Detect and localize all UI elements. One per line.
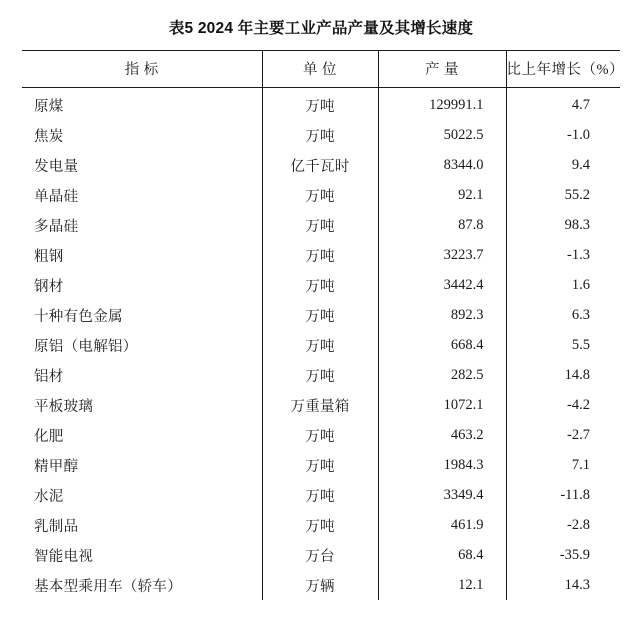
- cell-output: 92.1: [378, 180, 506, 210]
- cell-growth: -11.8: [506, 480, 620, 510]
- table-row: [22, 88, 620, 121]
- cell-unit: 万吨: [262, 420, 378, 450]
- cell-output: 1072.1: [378, 390, 506, 420]
- cell-unit: 万吨: [262, 360, 378, 390]
- cell-output: 463.2: [378, 420, 506, 450]
- cell-indicator: 发电量: [34, 158, 79, 175]
- cell-indicator: 平板玻璃: [34, 398, 94, 415]
- cell-unit: 亿千瓦时: [262, 150, 378, 180]
- table-row: [22, 180, 620, 210]
- cell-output: 8344.0: [378, 150, 506, 180]
- table-header-row: [22, 51, 620, 88]
- cell-indicator: 粗钢: [34, 248, 64, 265]
- cell-unit: 万吨: [262, 240, 378, 270]
- cell-growth: 4.7: [506, 88, 620, 121]
- cell-growth: -2.8: [506, 510, 620, 540]
- cell-unit: 万台: [262, 540, 378, 570]
- cell-indicator: 精甲醇: [34, 458, 79, 475]
- cell-growth: 55.2: [506, 180, 620, 210]
- table-row: [22, 570, 620, 600]
- table-row: [22, 390, 620, 420]
- cell-indicator: 智能电视: [34, 548, 94, 565]
- cell-unit: 万吨: [262, 270, 378, 300]
- cell-growth: 9.4: [506, 150, 620, 180]
- cell-output: 5022.5: [378, 120, 506, 150]
- cell-unit: 万重量箱: [262, 390, 378, 420]
- cell-output: 12.1: [378, 570, 506, 600]
- cell-output: 68.4: [378, 540, 506, 570]
- cell-unit: 万吨: [262, 120, 378, 150]
- table-row: [22, 150, 620, 180]
- column-header-unit: 单 位: [262, 51, 378, 88]
- cell-indicator: 原铝（电解铝）: [34, 338, 138, 355]
- cell-growth: -35.9: [506, 540, 620, 570]
- cell-unit: 万吨: [262, 480, 378, 510]
- industrial-output-table: [22, 50, 625, 600]
- cell-indicator: 铝材: [34, 368, 64, 385]
- cell-output: 129991.1: [378, 88, 506, 121]
- cell-unit: 万辆: [262, 570, 378, 600]
- cell-output: 3442.4: [378, 270, 506, 300]
- table-row: [22, 510, 620, 540]
- column-header-indicator: 指 标: [22, 51, 262, 88]
- cell-unit: 万吨: [262, 510, 378, 540]
- table-row: [22, 420, 620, 450]
- table-row: [22, 210, 620, 240]
- cell-unit: 万吨: [262, 300, 378, 330]
- table-row: [22, 480, 620, 510]
- cell-growth: -2.7: [506, 420, 620, 450]
- cell-output: 3223.7: [378, 240, 506, 270]
- cell-output: 1984.3: [378, 450, 506, 480]
- cell-output: 3349.4: [378, 480, 506, 510]
- cell-indicator: 钢材: [34, 278, 64, 295]
- table-row: [22, 330, 620, 360]
- cell-growth: 6.3: [506, 300, 620, 330]
- table-row: [22, 450, 620, 480]
- table-row: [22, 540, 620, 570]
- cell-output: 282.5: [378, 360, 506, 390]
- column-header-output: 产 量: [378, 51, 506, 88]
- cell-unit: 万吨: [262, 210, 378, 240]
- column-header-growth: 比上年增长（%）: [506, 51, 620, 88]
- cell-indicator: 单晶硅: [34, 188, 79, 205]
- cell-indicator: 原煤: [34, 98, 64, 115]
- table-row: [22, 300, 620, 330]
- cell-growth: -1.3: [506, 240, 620, 270]
- table-row: [22, 270, 620, 300]
- cell-indicator: 基本型乘用车（轿车）: [34, 578, 182, 595]
- cell-growth: -4.2: [506, 390, 620, 420]
- cell-growth: -1.0: [506, 120, 620, 150]
- cell-growth: 7.1: [506, 450, 620, 480]
- table-header: [22, 51, 625, 88]
- cell-indicator: 十种有色金属: [34, 308, 123, 325]
- cell-indicator: 乳制品: [34, 518, 79, 535]
- cell-growth: 1.6: [506, 270, 620, 300]
- cell-growth: 98.3: [506, 210, 620, 240]
- cell-growth: 14.3: [506, 570, 620, 600]
- cell-output: 892.3: [378, 300, 506, 330]
- table-row: [22, 360, 620, 390]
- cell-indicator: 水泥: [34, 488, 64, 505]
- cell-indicator: 焦炭: [34, 128, 64, 145]
- cell-indicator: 化肥: [34, 428, 64, 445]
- table-row: [22, 120, 620, 150]
- cell-output: 87.8: [378, 210, 506, 240]
- cell-output: 461.9: [378, 510, 506, 540]
- cell-unit: 万吨: [262, 330, 378, 360]
- cell-unit: 万吨: [262, 450, 378, 480]
- cell-output: 668.4: [378, 330, 506, 360]
- cell-growth: 14.8: [506, 360, 620, 390]
- table-row: [22, 240, 620, 270]
- cell-indicator: 多晶硅: [34, 218, 79, 235]
- table-body: [22, 88, 620, 601]
- page-title: 表5 2024 年主要工业产品产量及其增长速度: [168, 20, 474, 37]
- cell-growth: 5.5: [506, 330, 620, 360]
- cell-unit: 万吨: [262, 88, 378, 121]
- cell-unit: 万吨: [262, 180, 378, 210]
